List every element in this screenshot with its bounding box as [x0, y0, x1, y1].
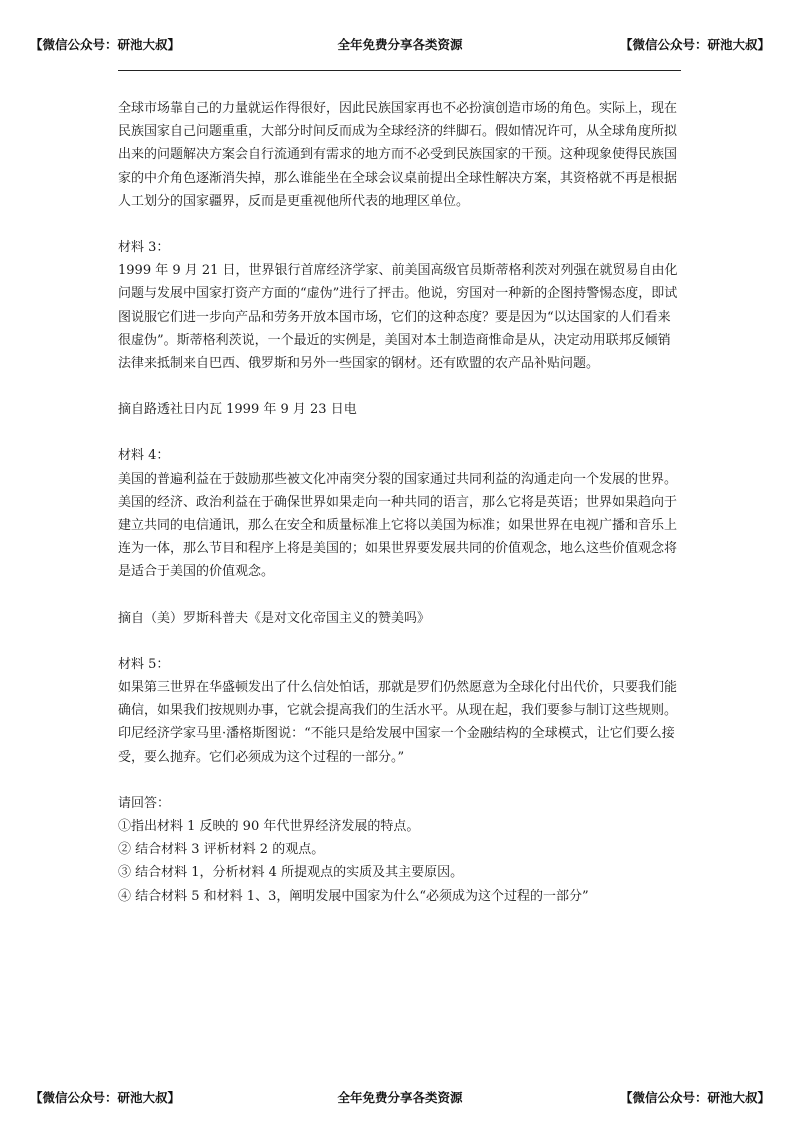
intro-paragraph: 全球市场靠自己的力量就运作得很好，因此民族国家再也不必扮演创造市场的角色。实际上，现在民族国家自己问题重重，大部分时间反而成为全球经济的绊脚石。假如情况许可，从全球角度所拟出来的问题解决方案会自行流通到有需求的地方而不必受到民族国家的干预。这种现象使得民族国家的中介角色逐渐消失掉，那么谁能坐在全球会议桌前提出全球性解决方案，其资格就不再是根据人工划分的国家疆界，反而是更重视他所代表的地理区单位。	[118, 101, 678, 209]
answer-prompt: 请回答：	[118, 795, 171, 811]
spacer	[118, 630, 681, 653]
spacer	[118, 769, 681, 792]
material-4-source: 摘自（美）罗斯科普夫《是对文化帝国主义的赞美吗》	[118, 610, 431, 626]
question-3: ③ 结合材料 1，分析材料 4 所提观点的实质及其主要原因。	[118, 865, 464, 881]
header-right-text: 【微信公众号：研池大叔】	[619, 37, 770, 52]
material-3-text: 1999 年 9 月 21 日，世界银行首席经济学家、前美国高级官员斯蒂格利茨对列强在就贸易自由化问题与发展中国家打资产方面的“虚伪”进行了抨击。他说，穷国对一种新的企图持警惕态度，即试图说服它们进一步向产品和劳务开放本国市场，它们的这种态度？要是因为“以达国家的人们看来很虚伪”。斯蒂格利茨说，一个最近的实例是，美国对本土制造商惟命是从，决定动用联邦反倾销法律来抵制来自巴西、俄罗斯和另外一些国家的钢材。还有欧盟的农产品补贴问题。	[118, 263, 678, 372]
footer-right-text: 【微信公众号：研池大叔】	[619, 1090, 770, 1105]
header-left-text: 【微信公众号：研池大叔】	[30, 37, 181, 52]
question-4: ④ 结合材料 5 和材料 1、3，阐明发展中国家为什么“必须成为这个过程的一部分”	[118, 888, 589, 904]
header-divider	[118, 70, 681, 71]
footer-left-text: 【微信公众号：研池大叔】	[30, 1090, 181, 1105]
material-5-text: 如果第三世界在华盛顿发出了什么信处怕话，那就是罗们仍然愿意为全球化付出代价，只要我们能确信，如果我们按规则办事，它就会提高我们的生活水平。从现在起，我们要参与制订这些规则。印尼经济学家马里·潘格斯图说：“不能只是给发展中国家一个金融结构的全球模式，让它们要么接受，要么抛弃。它们必须成为这个过程的一部分。”	[118, 680, 678, 765]
spacer	[118, 584, 681, 607]
material-5-title: 材料 5：	[118, 656, 170, 672]
material-4-text: 美国的普遍利益在于鼓励那些被文化冲南突分裂的国家通过共同利益的沟通走向一个发展的世界。美国的经济、政治利益在于确保世界如果走向一种共同的语言，那么它将是英语；世界如果趋向于建立共同的电信通讯，那么在安全和质量标准上它将以美国为标准；如果世界在电视广播和音乐上连为一体，那么节目和程序上将是美国的；如果世界要发展共同的价值观念，地么这些价值观念将是适合于美国的价值观念。	[118, 471, 678, 580]
material-3-title: 材料 3：	[118, 240, 170, 256]
document-body	[118, 97, 681, 908]
header-center-text: 全年免费分享各类资源	[337, 37, 463, 52]
material-4-title: 材料 4：	[118, 448, 170, 464]
material-3-source: 摘自路透社日内瓦 1999 年 9 月 23 日电	[118, 402, 357, 418]
footer-center-text: 全年免费分享各类资源	[337, 1090, 463, 1105]
spacer	[118, 421, 681, 444]
spacer	[118, 213, 681, 236]
question-2: ② 结合材料 3 评析材料 2 的观点。	[118, 842, 325, 858]
question-1: ①指出材料 1 反映的 90 年代世界经济发展的特点。	[118, 819, 420, 835]
spacer	[118, 375, 681, 398]
